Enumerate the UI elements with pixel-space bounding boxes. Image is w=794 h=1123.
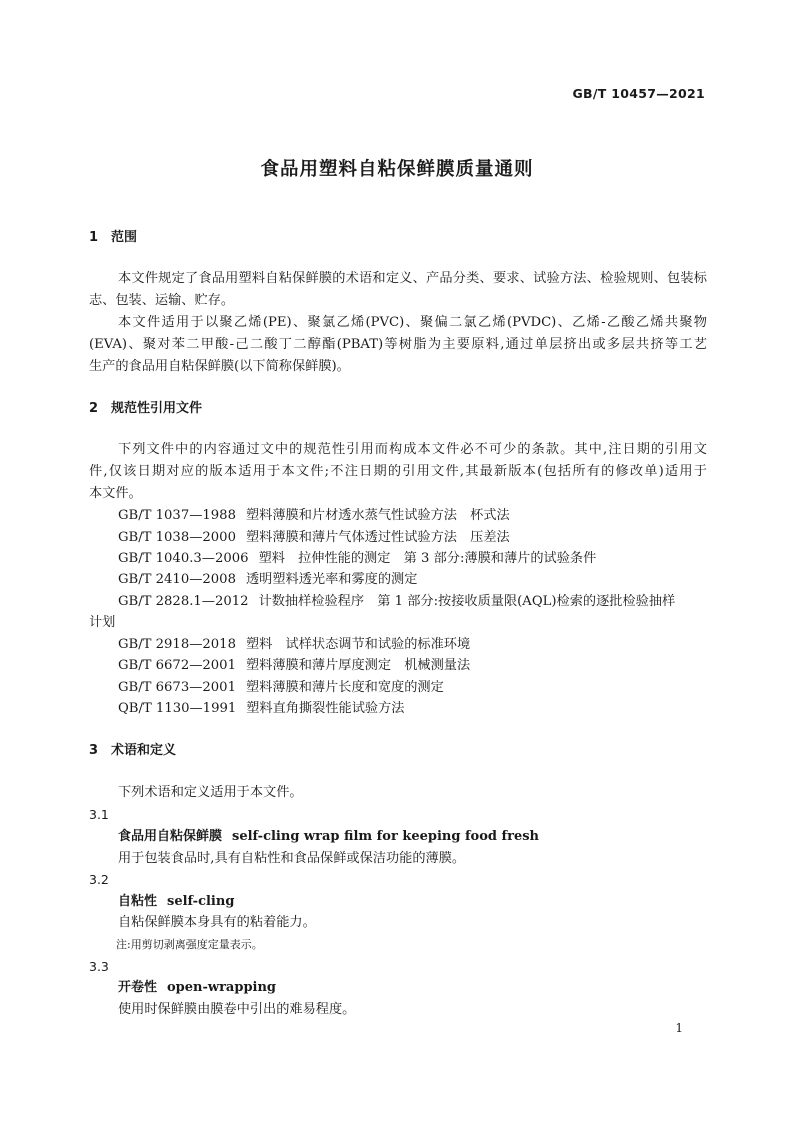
term-number: 3.2 bbox=[89, 872, 109, 887]
reference-continuation: 计划 bbox=[89, 615, 116, 630]
paragraph-line: 本文件。 bbox=[89, 486, 142, 501]
reference-code: GB/T 2410—2008 bbox=[118, 572, 236, 587]
reference-title: 塑料薄膜和片材透水蒸气性试验方法 杯式法 bbox=[245, 508, 510, 523]
page-number: 1 bbox=[675, 1021, 683, 1035]
document-title: 食品用塑料自粘保鲜膜质量通则 bbox=[260, 159, 534, 180]
reference-code: GB/T 2918—2018 bbox=[118, 637, 236, 652]
reference-code: GB/T 6673—2001 bbox=[118, 680, 236, 695]
section-heading-2 bbox=[89, 400, 202, 418]
section-title: 规范性引用文件 bbox=[111, 401, 203, 416]
term-chinese: 食品用自粘保鲜膜 bbox=[118, 829, 223, 844]
reference-title: 塑料 试样状态调节和试验的标准环境 bbox=[245, 637, 471, 652]
section-heading-1 bbox=[89, 229, 137, 247]
paragraph-line: 下列文件中的内容通过文中的规范性引用而构成本文件必不可少的条款。其中,注日期的引用文 bbox=[118, 442, 707, 457]
paragraph-line: 志、包装、运输、贮存。 bbox=[89, 293, 235, 308]
term-entry bbox=[118, 893, 234, 911]
reference-code: GB/T 6672—2001 bbox=[118, 658, 236, 673]
standard-code: GB/T 10457—2021 bbox=[572, 86, 705, 101]
term-number: 3.1 bbox=[89, 807, 109, 822]
section-heading-3 bbox=[89, 742, 176, 760]
paragraph-line: 生产的食品用自粘保鲜膜(以下简称保鲜膜)。 bbox=[89, 359, 350, 374]
term-entry bbox=[118, 979, 276, 997]
term-chinese: 开卷性 bbox=[118, 980, 158, 995]
section-number: 2 bbox=[89, 401, 99, 416]
reference-code: GB/T 2828.1—2012 bbox=[118, 594, 249, 609]
paragraph-line: 本文件规定了食品用塑料自粘保鲜膜的术语和定义、产品分类、要求、试验方法、检验规则、包装标 bbox=[118, 271, 707, 286]
term-number: 3.3 bbox=[89, 959, 109, 974]
reference-title: 塑料 拉伸性能的测定 第 3 部分:薄膜和薄片的试验条件 bbox=[258, 551, 597, 566]
paragraph-line: 本文件适用于以聚乙烯(PE)、聚氯乙烯(PVC)、聚偏二氯乙烯(PVDC)、乙烯-乙酸乙烯共聚物 bbox=[118, 315, 707, 330]
term-definition: 使用时保鲜膜由膜卷中引出的难易程度。 bbox=[118, 1002, 356, 1017]
reference-item bbox=[118, 550, 596, 568]
reference-code: GB/T 1038—2000 bbox=[118, 530, 236, 545]
paragraph-line: 下列术语和定义适用于本文件。 bbox=[118, 785, 303, 800]
term-note: 注:用剪切剥离强度定量表示。 bbox=[116, 938, 263, 951]
reference-item bbox=[118, 679, 444, 697]
reference-code: GB/T 1040.3—2006 bbox=[118, 551, 249, 566]
reference-title: 塑料直角撕裂性能试验方法 bbox=[246, 701, 405, 716]
reference-title: 塑料薄膜和薄片长度和宽度的测定 bbox=[245, 680, 444, 695]
term-english: self-cling bbox=[167, 894, 235, 909]
reference-title: 塑料薄膜和薄片气体透过性试验方法 压差法 bbox=[245, 530, 510, 545]
term-english: self-cling wrap film for keeping food fresh bbox=[232, 829, 539, 844]
section-title: 范围 bbox=[111, 230, 138, 245]
reference-item bbox=[118, 657, 470, 675]
term-chinese: 自粘性 bbox=[118, 894, 158, 909]
section-number: 3 bbox=[89, 743, 99, 758]
reference-code: QB/T 1130—1991 bbox=[118, 701, 237, 716]
term-definition: 用于包装食品时,具有自粘性和食品保鲜或保洁功能的薄膜。 bbox=[118, 851, 466, 866]
reference-title: 计数抽样检验程序 第 1 部分:按接收质量限(AQL)检索的逐批检验抽样 bbox=[258, 594, 676, 609]
section-title: 术语和定义 bbox=[111, 743, 177, 758]
reference-item bbox=[118, 593, 675, 611]
paragraph-line: (EVA)、聚对苯二甲酸-己二酸丁二醇酯(PBAT)等树脂为主要原料,通过单层挤出或多层共挤等工艺 bbox=[89, 337, 707, 352]
reference-code: GB/T 1037—1988 bbox=[118, 508, 236, 523]
reference-title: 塑料薄膜和薄片厚度测定 机械测量法 bbox=[245, 658, 471, 673]
term-entry bbox=[118, 828, 539, 846]
reference-item bbox=[118, 571, 417, 589]
reference-item bbox=[118, 507, 510, 525]
paragraph-line: 件,仅该日期对应的版本适用于本文件;不注日期的引用文件,其最新版本(包括所有的修改单)适用于 bbox=[89, 464, 707, 479]
reference-item bbox=[118, 636, 470, 654]
reference-item bbox=[118, 700, 405, 718]
section-number: 1 bbox=[89, 230, 99, 245]
reference-title: 透明塑料透光率和雾度的测定 bbox=[245, 572, 418, 587]
term-definition: 自粘保鲜膜本身具有的粘着能力。 bbox=[118, 915, 316, 930]
reference-item bbox=[118, 529, 510, 547]
term-english: open-wrapping bbox=[167, 980, 277, 995]
